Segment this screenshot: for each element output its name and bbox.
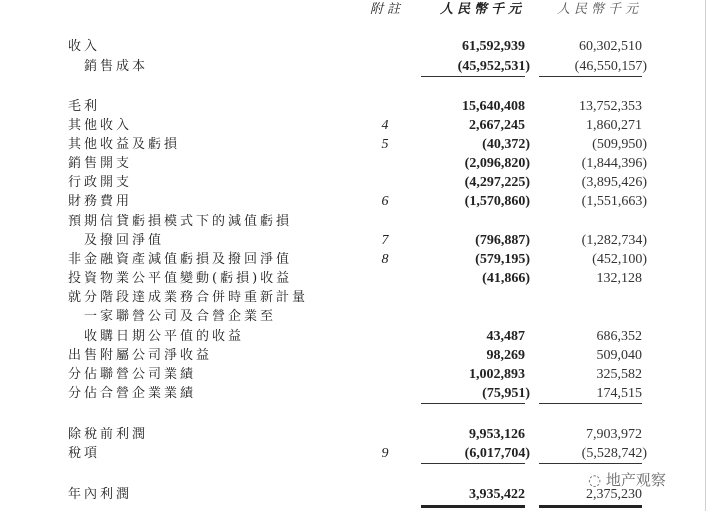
statement-row (0, 231, 700, 250)
row-label: 銷售開支 (68, 156, 133, 171)
watermark: ◌ 地产观察 (588, 471, 666, 489)
current-year-value: (796,887) (475, 233, 530, 248)
statement-row (0, 384, 700, 403)
current-year-value: 1,002,893 (469, 367, 525, 382)
prior-year-value: 13,752,353 (579, 99, 642, 114)
prior-year-value: 7,903,972 (586, 427, 642, 442)
current-year-value: (40,372) (482, 137, 530, 152)
prior-year-value: 60,302,510 (579, 39, 642, 54)
statement-row (0, 154, 700, 173)
prior-year-value: (1,844,396) (581, 156, 647, 171)
statement-row (0, 307, 700, 326)
header-prior-year: 人民幣千元 (557, 2, 643, 17)
row-label: 行政開支 (68, 175, 133, 190)
prior-year-value: (1,551,663) (581, 194, 647, 209)
statement-row (0, 288, 700, 307)
statement-row (0, 97, 700, 116)
statement-row (0, 192, 700, 211)
statement-row (0, 327, 700, 346)
prior-year-value: (3,895,426) (581, 175, 647, 190)
current-year-value: 2,667,245 (469, 118, 525, 133)
prior-year-value: (5,528,742) (581, 446, 647, 461)
current-year-value: 98,269 (486, 348, 525, 363)
header-current-year: 人民幣千元 (440, 2, 526, 17)
row-label: 分佔合營企業業績 (68, 386, 197, 401)
prior-year-value: 174,515 (596, 386, 642, 401)
statement-row (0, 57, 700, 76)
row-label: 一家聯營公司及合營企業至 (84, 309, 277, 324)
statement-row (0, 444, 700, 463)
prior-year-value: 509,040 (596, 348, 642, 363)
subtotal-rule (421, 463, 525, 464)
statement-row (0, 116, 700, 135)
row-label: 銷售成本 (84, 59, 149, 74)
row-note: 4 (381, 118, 389, 133)
prior-year-value: 1,860,271 (586, 118, 642, 133)
prior-year-value: (452,100) (592, 252, 647, 267)
row-note: 5 (381, 137, 389, 152)
statement-row (0, 365, 700, 384)
row-label: 就分階段達成業務合併時重新計量 (68, 290, 309, 305)
statement-row (0, 346, 700, 365)
row-note: 8 (381, 252, 389, 267)
statement-row (0, 250, 700, 269)
prior-year-value: (46,550,157) (574, 59, 647, 74)
wechat-icon: ◌ (588, 471, 606, 489)
statement-row (0, 37, 700, 56)
row-label: 除稅前利潤 (68, 427, 149, 442)
current-year-value: (4,297,225) (464, 175, 530, 190)
row-label: 非金融資產減值虧損及撥回淨值 (68, 252, 293, 267)
row-label: 其他收入 (68, 118, 133, 133)
page-edge (705, 0, 706, 511)
current-year-value: (579,195) (475, 252, 530, 267)
subtotal-rule (421, 403, 525, 404)
current-year-value: 15,640,408 (462, 99, 525, 114)
total-double-rule (421, 505, 525, 508)
current-year-value: (1,570,860) (464, 194, 530, 209)
prior-year-value: 2,375,230 (586, 487, 642, 502)
statement-row (0, 135, 700, 154)
row-note: 9 (381, 446, 389, 461)
current-year-value: 61,592,939 (462, 39, 525, 54)
row-label: 其他收益及虧損 (68, 137, 181, 152)
row-label: 預期信貸虧損模式下的減值虧損 (68, 214, 293, 229)
statement-row (0, 269, 700, 288)
subtotal-rule (421, 76, 525, 77)
current-year-value: (75,951) (482, 386, 530, 401)
subtotal-rule (539, 76, 642, 77)
current-year-value: (41,866) (482, 271, 530, 286)
row-label: 分佔聯營公司業績 (68, 367, 197, 382)
statement-row (0, 173, 700, 192)
current-year-value: (2,096,820) (464, 156, 530, 171)
total-double-rule (539, 505, 642, 508)
subtotal-rule (539, 463, 642, 464)
statement-row (0, 212, 700, 231)
current-year-value: (6,017,704) (464, 446, 530, 461)
subtotal-rule (539, 403, 642, 404)
current-year-value: 43,487 (486, 329, 525, 344)
row-label: 稅項 (68, 446, 101, 461)
prior-year-value: 325,582 (596, 367, 642, 382)
row-label: 收入 (68, 39, 101, 54)
row-label: 毛利 (68, 99, 101, 114)
row-label: 及撥回淨值 (84, 233, 165, 248)
row-note: 6 (381, 194, 389, 209)
current-year-value: (45,952,531) (457, 59, 530, 74)
row-label: 收購日期公平值的收益 (84, 329, 245, 344)
row-label: 年內利潤 (68, 487, 133, 502)
current-year-value: 3,935,422 (469, 487, 525, 502)
row-label: 投資物業公平值變動(虧損)收益 (68, 271, 293, 286)
prior-year-value: 686,352 (596, 329, 642, 344)
row-label: 財務費用 (68, 194, 133, 209)
prior-year-value: 132,128 (596, 271, 642, 286)
row-note: 7 (381, 233, 389, 248)
prior-year-value: (1,282,734) (581, 233, 647, 248)
statement-row (0, 425, 700, 444)
header-note: 附註 (370, 2, 405, 17)
prior-year-value: (509,950) (592, 137, 647, 152)
current-year-value: 9,953,126 (469, 427, 525, 442)
row-label: 出售附屬公司淨收益 (68, 348, 213, 363)
